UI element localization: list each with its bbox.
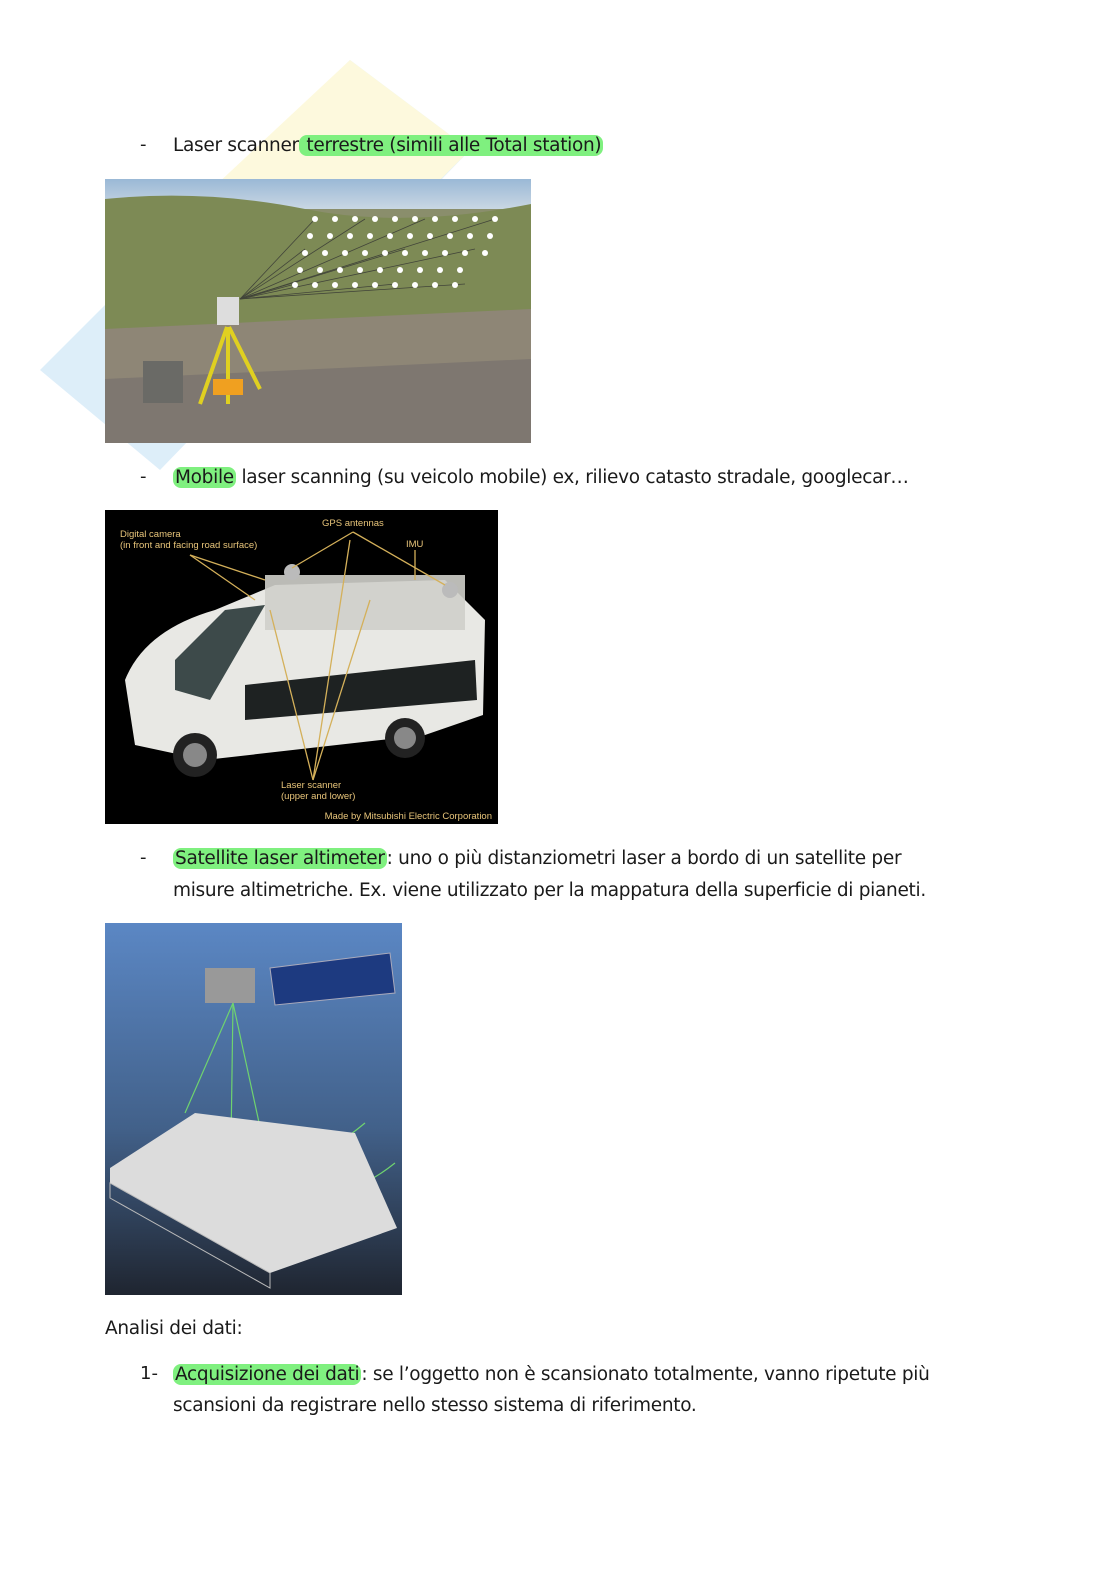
- label-laser-scanner: Laser scanner: [281, 780, 342, 791]
- list-item-satellite-line2: misure altimetriche. Ex. viene utilizzato per la mappatura della superficie di pianeti.: [173, 880, 926, 901]
- label-digital-camera-detail: (in front and facing road surface): [120, 540, 258, 551]
- terrestrial-laser-scanner-photo: [105, 179, 531, 443]
- step-marker: 1-: [140, 1363, 158, 1384]
- label-digital-camera: Digital camera: [120, 529, 181, 540]
- step-acquisition-line2: scansioni da registrare nello stesso sistema di riferimento.: [173, 1395, 697, 1416]
- satellite-altimeter-figure: [105, 923, 402, 1295]
- section-heading: Analisi dei dati:: [105, 1318, 243, 1339]
- highlighted-text: Acquisizione dei dati: [175, 1364, 360, 1385]
- list-item-mobile: [173, 466, 909, 490]
- mobile-mapping-car-figure: [105, 510, 498, 824]
- highlighted-text: Mobile: [175, 467, 234, 488]
- list-marker: -: [140, 847, 147, 868]
- step-acquisition: [173, 1363, 930, 1387]
- item-text: Laser scanner: [173, 135, 299, 156]
- item-text: : uno o più distanziometri laser a bordo di un satellite per: [386, 848, 902, 869]
- highlighted-text: terrestre (simili alle Total station): [300, 135, 602, 156]
- item-text: laser scanning (su veicolo mobile) ex, rilievo catasto stradale, googlecar…: [235, 467, 909, 488]
- label-imu: IMU: [406, 539, 424, 550]
- list-marker: -: [140, 466, 147, 487]
- label-gps-antennas: GPS antennas: [322, 518, 384, 529]
- list-marker: -: [140, 134, 147, 155]
- step-text: : se l’oggetto non è scansionato totalmente, vanno ripetute più: [361, 1364, 930, 1385]
- highlighted-text: Satellite laser altimeter: [175, 848, 385, 869]
- label-laser-scanner-detail: (upper and lower): [281, 791, 356, 802]
- list-item-terrestrial: [173, 134, 603, 158]
- image-credit: Made by Mitsubishi Electric Corporation: [324, 811, 492, 822]
- list-item-satellite: [173, 847, 901, 871]
